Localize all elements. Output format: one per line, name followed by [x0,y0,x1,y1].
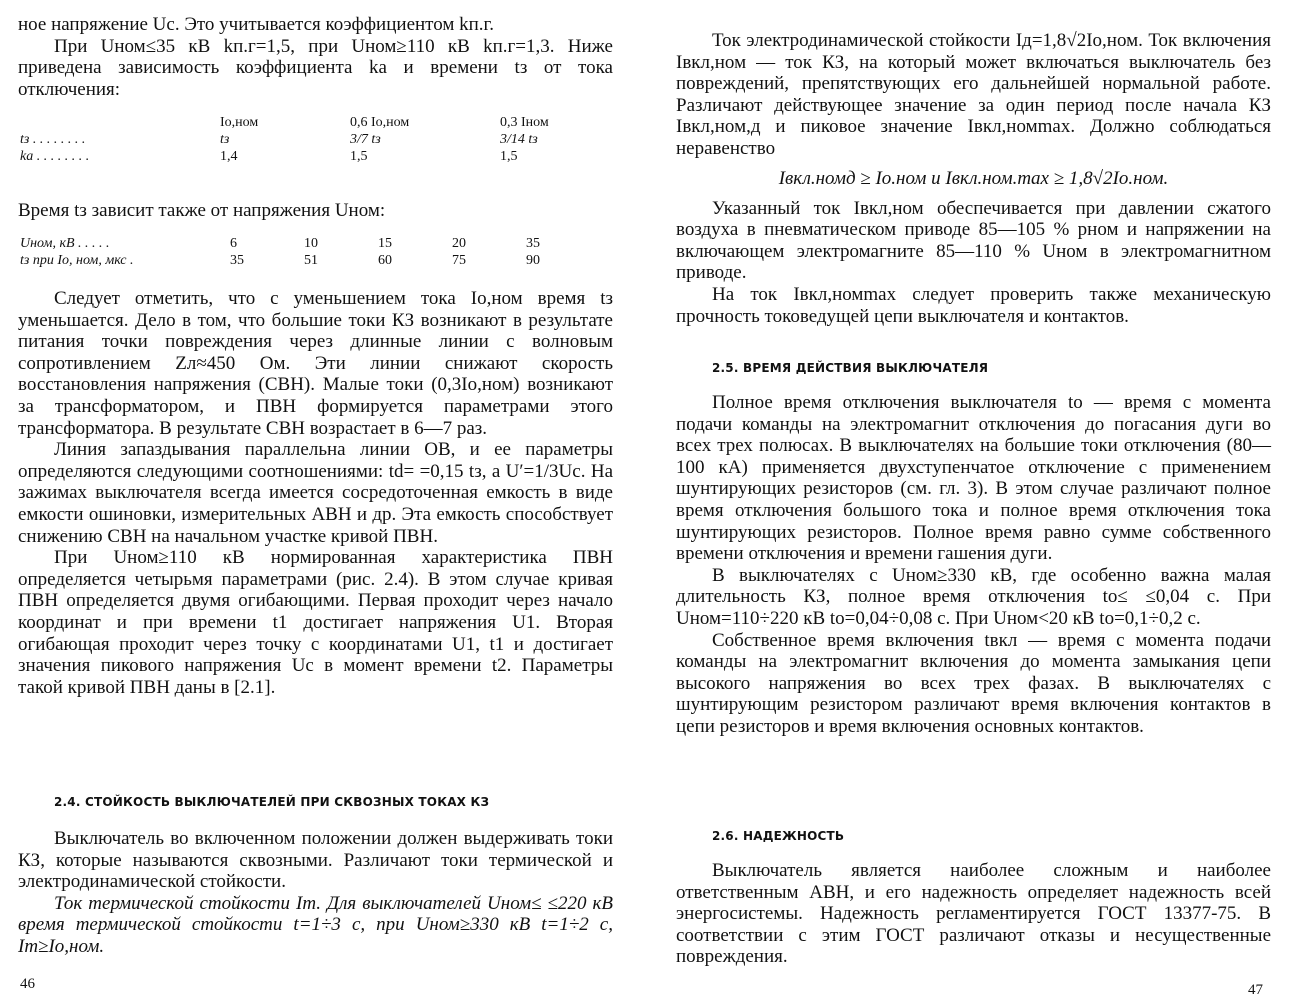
paragraph: Следует отметить, что с уменьшением тока Iо,ном время tз уменьшается. Дело в том, что большие токи КЗ возникают в результате питания точки повреждения через длинные линии с волновым сопротивлением Zл≈450 Ом. Эти линии снижают скорость восстановления напряжения (СВН). Малые токи (0,3Iо,ном) возникают за трансформатором, и ПВН формируется параметрами этого трансформатора. В результате СВН возрастает в 6—7 раз. [18,288,613,439]
table-row [20,252,600,269]
paragraph: На ток Iвкл,номmax следует проверить также механическую прочность токоведущей цепи выключателя и контактов. [676,283,1271,327]
paragraph: В выключателях с Uном≥330 кВ, где особенно важна малая длительность КЗ, полное время отключения tо≤ ≤0,04 с. При Uном=110÷220 кВ tо=0,04÷0,08 с. При Uном<20 кВ tо=0,1÷0,2 с. [676,564,1271,629]
table-row-label: tз . . . . . . . . [20,131,86,147]
paragraph: Полное время отключения выключателя tо — время с момента подачи команды на электромагнит отключения до погасания дуги во всех трех полюсах. В выключателях на большие токи отключения (80—100 кА) применяется двухступенчатое отключение с применением шунтирующих резисторов (см. гл. 3). В этом случае различают полное время отключения большого тока и полное время отключения тока шунтирующих резисторов. Полное время равно сумме собственного времени отключения и времени гашения дуги. [676,392,1271,565]
table-row [20,148,600,165]
table-header-row [20,114,600,131]
paragraph: Ток термической стойкости Iт. Для выключателей Uном≤ ≤220 кВ время термической стойкости t=1÷3 с, при Uном≥330 кВ t=1÷2 с, Iт≥Iо,ном. [18,892,613,957]
table-cell: tз [220,131,230,147]
table-header-cell: 0,6 Iо,ном [350,114,410,130]
table-cell: 1,5 [350,148,368,164]
table-cell: 15 [378,235,392,251]
paragraph: Указанный ток Iвкл,ном обеспечивается при давлении сжатого воздуха в пневматическом приводе 85—105 % pном и напряжении на включающем электромагните 85—110 % Uном в электромагнитном приводе. [676,197,1271,284]
table-tz-voltage [20,235,600,269]
inequality-formula: Iвкл.номд ≥ Iо.ном и Iвкл.ном.max ≥ 1,8√2Iо.ном. [778,167,1169,189]
table-ka-tz [20,114,600,165]
table-cell: 3/14 tз [500,131,538,147]
table-cell: 3/7 tз [350,131,381,147]
table-cell: 35 [526,235,540,251]
paragraph: При Uном≥110 кВ нормированная характеристика ПВН определяется четырьмя параметрами (рис. 2.4). В этом случае кривая ПВН определяется двумя огибающими. Первая проходит через начало координат и при времени t1 достигает напряжения U1. Вторая огибающая проходит через точку с координатами U1, t1 и достигает значения пикового напряжения Uс в момент времени t2. Параметры такой кривой ПВН даны в [2.1]. [18,547,613,698]
section-heading-2-5: 2.5. ВРЕМЯ ДЕЙСТВИЯ ВЫКЛЮЧАТЕЛЯ [712,361,989,375]
intro-line-2: При Uном≤35 кВ kп.г=1,5, при Uном≥110 кВ kп.г=1,3. Ниже приведена зависимость коэффициента kа и времени tз от тока отключения: [18,35,613,100]
table-row-label: kа . . . . . . . . [20,148,90,164]
paragraph: Линия запаздывания параллельна линии OB, и ее параметры определяются следующими соотношениями: td= =0,15 tз, а U′=1/3Uс. На зажимах выключателя всегда имеется сосредоточенная емкость в виде емкости ошиновки, измерительных АВН и др. Эта емкость способствует снижению СВН на начальном участке кривой ПВН. [18,439,613,547]
section-heading-2-6: 2.6. НАДЕЖНОСТЬ [712,829,845,843]
intro-line-1: ное напряжение Uс. Это учитывается коэффициентом kп.г. [18,14,494,35]
paragraph: Выключатель является наиболее сложным и наиболее ответственным АВН, и его надежность определяет надежность всей энергосистемы. Надежность регламентируется ГОСТ 13377-75. В соответствии с этим ГОСТ различают отказы и несущественные повреждения. [676,860,1271,968]
table-cell: 35 [230,252,244,268]
paragraph: Выключатель во включенном положении должен выдерживать токи КЗ, которые называются сквозными. Различают токи термической и электродинамической стойкости. [18,828,613,893]
table-cell: 60 [378,252,392,268]
table-cell: 51 [304,252,318,268]
paragraph: Собственное время включения tвкл — время с момента подачи команды на электромагнит включения до момента замыкания цепи высокого напряжения во всех трех фазах. В выключателях с шунтирующим резистором различают время включения контактов в цепи резисторов и время включения основных контактов. [676,629,1271,737]
table-cell: 1,4 [220,148,238,164]
table-row [20,235,600,252]
time-dependency-line: Время tз зависит также от напряжения Uном: [18,200,386,221]
table-cell: 6 [230,235,237,251]
table-row [20,131,600,148]
page-number: 47 [1248,982,1263,998]
table-cell: 90 [526,252,540,268]
table-cell: 20 [452,235,466,251]
table-row-label: tз при Iо, ном, мкс . [20,252,134,268]
table-row-label: Uном, кВ . . . . . [20,235,110,251]
table-cell: 75 [452,252,466,268]
table-cell: 1,5 [500,148,518,164]
page-number: 46 [20,976,35,992]
table-header-cell: Iо,ном [220,114,259,130]
table-header-cell: 0,3 Iном [500,114,549,130]
section-heading-2-4: 2.4. СТОЙКОСТЬ ВЫКЛЮЧАТЕЛЕЙ ПРИ СКВОЗНЫХ ТОКАХ КЗ [54,795,490,809]
paragraph: Ток электродинамической стойкости Iд=1,8√2Iо,ном. Ток включения Iвкл,ном — ток КЗ, на который может включаться выключатель без повреждений, препятствующих его дальнейшей нормальной работе. Различают действующее значение за один период после начала КЗ Iвкл,ном,д и пиковое значение Iвкл,номmax. Должно соблюдаться неравенство [676,30,1271,159]
table-cell: 10 [304,235,318,251]
